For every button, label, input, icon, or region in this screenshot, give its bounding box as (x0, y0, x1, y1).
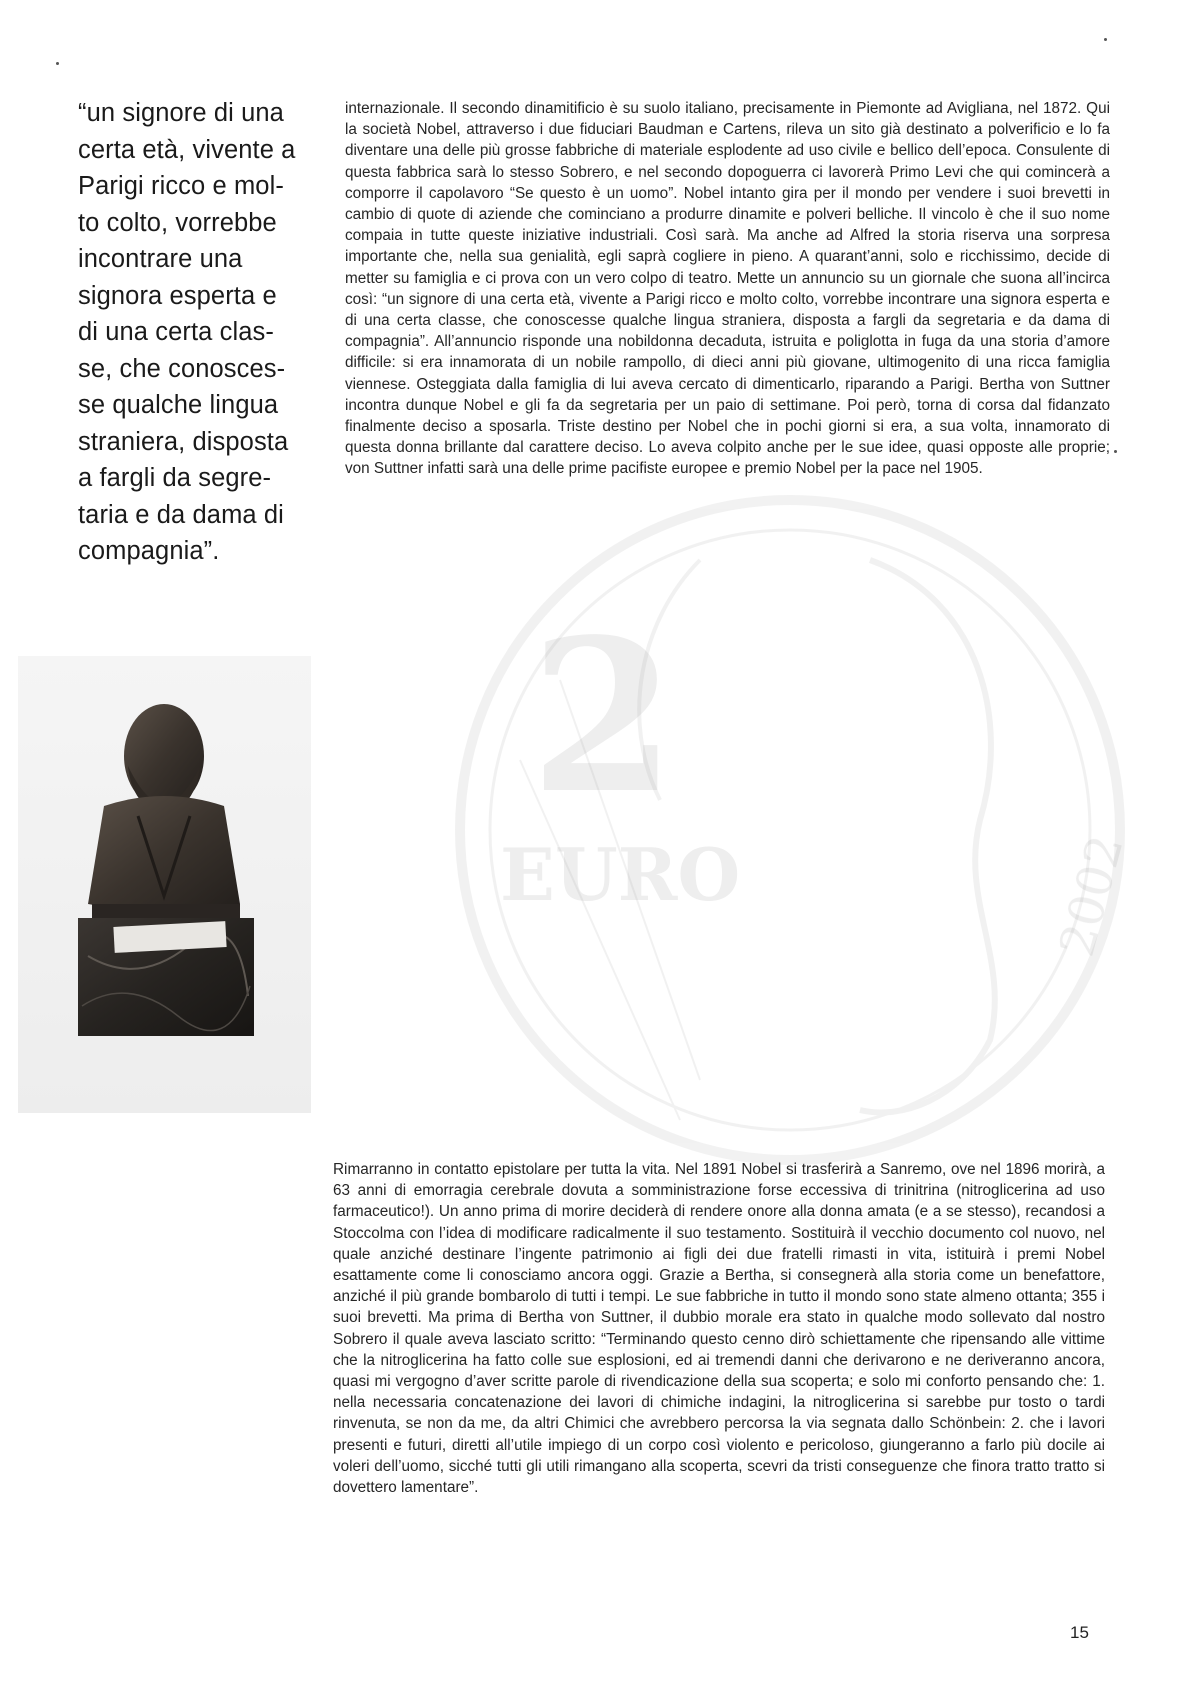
pull-quote-line: se qualche lingua (78, 391, 279, 419)
coin-denomination: 2 (530, 593, 677, 840)
body-paragraph: internazionale. Il secondo dinamitificio è su suolo italiano, precisamente in Piemonte ad Avigliana, nel 1872. Qui la società Nobel, attraverso i due fiduciari Baudman e Cartens, rileva un sito già destinato a polverificio e lo fa diventare una delle più grosse fabbriche di materiale esplodente ad uso civile e bellico dell’epoca. Consulente di questa fabbrica sarà lo stesso Sobrero, e nel secondo dopoguerra ci lavorerà Primo Levi che qui comincerà a comporre il capolavoro “Se questo è un uomo”. Nobel intanto gira per il mondo per vendere i suoi brevetti in cambio di quote di aziende che cominciano a produrre dinamite e polveri belliche. Il vincolo è che il suo nome compaia in tutte queste iniziative industriali. Così sarà. Ma anche ad Alfred la storia riserva una sorpresa importante che, nella sua genialità, egli saprà cogliere in pieno. A quarant’anni, solo e ricchissimo, decide di metter su famiglia e ci prova con un vero colpo di teatro. Mette un annuncio su un giornale che suona all’incirca così: “un signore di una certa età, vivente a Parigi ricco e molto colto, vorrebbe incontrare una signora esperta e di una certa classe, che conoscesse qualche lingua straniera, disposta a fargli da segretaria e da dama di compagnia”. All’annuncio risponde una nobildonna decaduta, istruita e poliglotta in fuga da una storia d’amore difficile: si era innamorata di un nobile rampollo, di dieci anni più giovane, ultimogenito di una ricca famiglia viennese. Osteggiata dalla famiglia di lui aveva cercato di dimenticarlo, riparando a Parigi. Bertha von Suttner incontra dunque Nobel e gli fa da segretaria per un paio di settimane. Poi però, torna di corsa dal fidanzato finalmente deciso a sposarla. Triste destino per Nobel che in pochi giorni si era, a sua volta, innamorato di questa donna brillante dal carattere deciso. Lo aveva colpito anche per le sue idee, quasi opposte alle proprie; von Suttner infatti sarà una delle prime pacifiste europee e premio Nobel per la pace nel 1905. (345, 100, 1110, 478)
pull-quote-line: “un signore di una (78, 99, 284, 127)
coin-profile-outline (860, 560, 995, 1112)
pull-quote-line: di una certa clas- (78, 318, 274, 346)
scan-speck (1114, 450, 1117, 453)
scan-speck (56, 62, 59, 65)
scan-speck (1104, 38, 1107, 41)
coin-inner-ring (490, 530, 1090, 1130)
coin-year: 2002 (1048, 829, 1135, 963)
pull-quote-line: Parigi ricco e mol- (78, 172, 284, 200)
coin-currency: EURO (500, 832, 741, 917)
bust-pedestal-top (92, 904, 240, 918)
pull-quote-line: certa età, vivente a (78, 135, 296, 164)
pull-quote (78, 95, 318, 570)
coin-outer-ring (460, 500, 1120, 1160)
pull-quote-line: to colto, vorrebbe (78, 208, 277, 237)
pull-quote-line: straniera, disposta (78, 427, 289, 456)
bust-photo (18, 656, 311, 1113)
pull-quote-line: taria e da dama di (78, 500, 284, 529)
pull-quote-line: a fargli da segre- (78, 464, 272, 492)
pull-quote-line: signora esperta e (78, 281, 277, 310)
page-number: 15 (1070, 1623, 1089, 1642)
pull-quote-line: incontrare una (78, 245, 243, 273)
body-paragraph: Rimarranno in contatto epistolare per tutta la vita. Nel 1891 Nobel si trasferirà a Sanremo, ove nel 1896 morirà, a 63 anni di emorragia cerebrale dovuta a somministrazione forse eccessiva di trinitrina (nitroglicerina ad uso farmaceutico!). Un anno prima di morire deciderà di rendere onore alla donna amata (e a se stesso), recandosi a Stoccolma con l’idea di modificare radicalmente il suo testamento. Sostituirà il vecchio documento col nuovo, nel quale anziché destinare l’ingente patrimonio ai figli dei due fratelli rimasti in vita, istituirà i premi Nobel esattamente come li conosciamo ancora oggi. Grazie a Bertha, si consegnerà alla storia come un benefattore, anziché il più grande bombarolo di tutti i tempi. Le sue fabbriche in tutto il mondo sono state almeno ottanta; 355 i suoi brevetti. Ma prima di Bertha von Suttner, il dubbio morale era stato in qualche modo sollevato dal nostro Sobrero il quale aveva lasciato scritto: “Terminando questo cenno dirò schiettamente che ripensando alle vittime che la nitroglicerina ha fatto colle sue esplosioni, ed ai tremendi danni che derivarono e ne deriveranno ancora, quasi mi vergogno d’aver scritte parole di rivendicazione della sua scoperta; e solo mi conforto pensando che: 1. nella necessaria concatenazione dei lavori di chimiche indagini, la nitroglicerina si sarebbe pur tosto o tardi rinvenuta, se non da me, da altri Chimici che avrebbero percorsa la via segnata dallo Schönbein: 2. che i lavori presenti e futuri, diretti all’utile impiego di un corpo così violento e pericoloso, giungeranno a farlo più docile ai voleri dell’uomo, sicché tutti gli utili rimangano alla scoperta, scevri da tristi conseguenze che finora tratto tratto si dovettero lamentare”. (333, 1161, 1105, 1497)
body-text-bottom (333, 1159, 1105, 1498)
pull-quote-line: compagnia”. (78, 537, 220, 565)
body-text-top (345, 98, 1110, 480)
pull-quote-line: se, che conosces- (78, 354, 286, 383)
